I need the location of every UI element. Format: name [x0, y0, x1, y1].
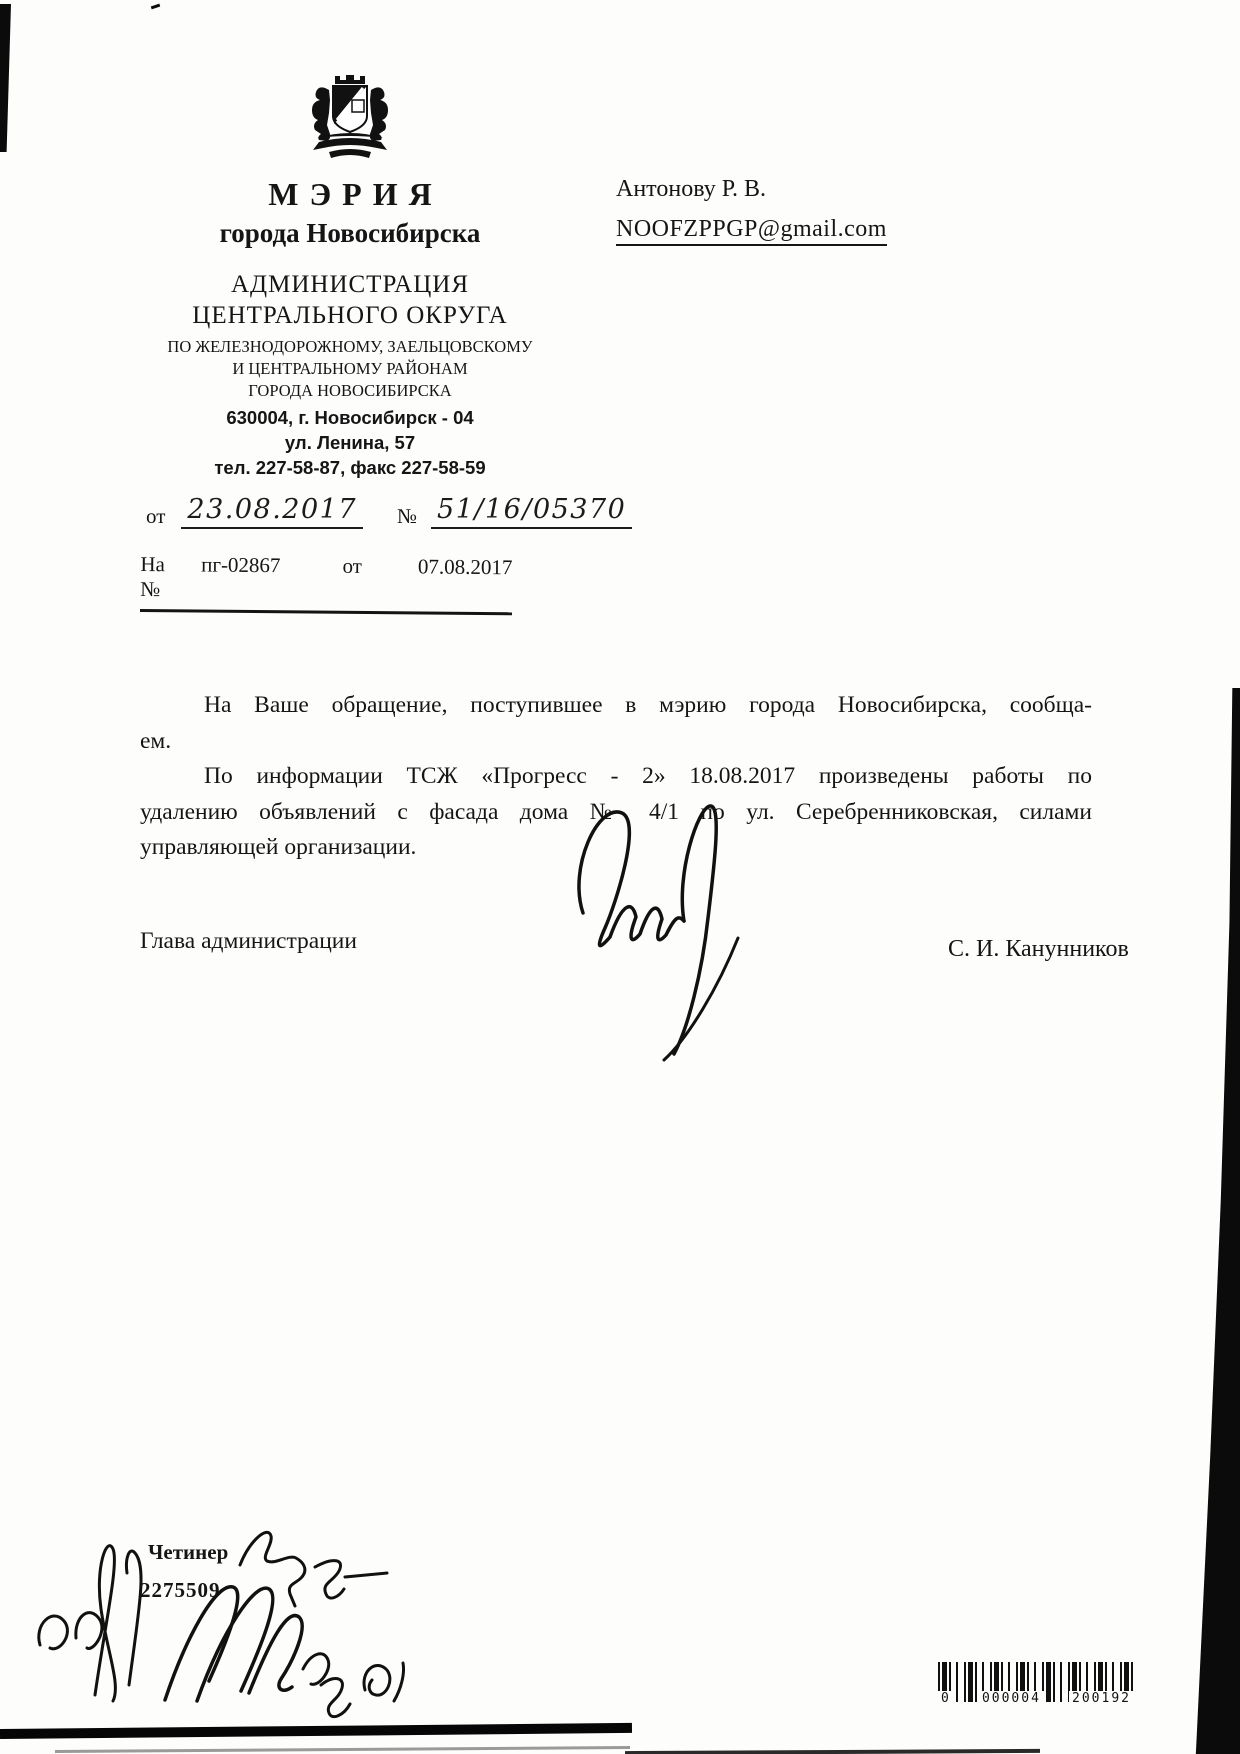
recipient-block [616, 176, 887, 246]
barcode-digits-right: 200192 [1069, 1691, 1134, 1706]
executor-signatures-icon [25, 1505, 425, 1725]
executor-name: Четинер [148, 1540, 229, 1564]
incoming-from-label: от [342, 553, 363, 578]
outgoing-number-handwritten: 51/16/05370 [437, 494, 627, 525]
org-name-city: города Новосибирска [219, 218, 481, 248]
body-paragraph1-line1: На Ваше обращение, поступившее в мэрию города Новосибирска, сообща- [204, 692, 1092, 718]
body-paragraph2-line2: удалению объявлений с фасада дома № 4/1 по ул. Серебренниковская, силами [140, 798, 1092, 825]
outgoing-number-label: № [397, 504, 418, 528]
incoming-date: 07.08.2017 [417, 554, 513, 580]
signer-name: С. И. Канунников [948, 936, 1129, 962]
body-paragraph2-line1: По информации ТСЖ «Прогресс - 2» 18.08.2017 произведены работы по [204, 763, 1092, 789]
executor-phone: 2275509 [140, 1578, 221, 1602]
dept-name-line2: ЦЕНТРАЛЬНОГО ОКРУГА [192, 302, 508, 329]
body-paragraph2-line3: управляющей организации. [140, 834, 417, 860]
incoming-reference-row [140, 552, 513, 615]
recipient-email: NOOFZPPGP@gmail.com [616, 216, 887, 246]
dept-districts-line3: ГОРОДА НОВОСИБИРСКА [248, 381, 452, 400]
barcode-digits-mid: 000004 [979, 1691, 1044, 1706]
postal-address: 630004, г. Новосибирск - 04 [226, 407, 474, 428]
scan-artifact-bottom-line [55, 1746, 630, 1753]
scan-artifact-top-speck [151, 4, 160, 10]
incoming-label: На № [140, 552, 166, 602]
dept-districts-line2: И ЦЕНТРАЛЬНОМУ РАЙОНАМ [232, 359, 468, 378]
novosibirsk-coat-of-arms-icon [299, 72, 401, 164]
dept-districts-line1: ПО ЖЕЛЕЗНОДОРОЖНОМУ, ЗАЕЛЬЦОВСКОМУ [167, 337, 533, 356]
scan-artifact-bottom-bar [0, 1723, 632, 1739]
barcode-digits [938, 1691, 1134, 1706]
signer-position-title: Глава администрации [140, 928, 357, 954]
dept-name-line1: АДМИНИСТРАЦИЯ [231, 271, 469, 298]
body-paragraph1-line2: ем. [140, 727, 172, 754]
incoming-number: пг-02867 [201, 552, 281, 578]
outgoing-reference-row [146, 494, 632, 529]
outgoing-from-label: от [146, 504, 166, 528]
street-address: ул. Ленина, 57 [284, 432, 416, 453]
scan-artifact-bottom-line2 [625, 1749, 1040, 1754]
recipient-name: Антонову Р. В. [616, 176, 767, 202]
org-name-city-hall: МЭРИЯ [268, 176, 443, 212]
phone-fax: тел. 227-58-87, факс 227-58-59 [214, 457, 486, 478]
scan-artifact-left-edge [0, 4, 11, 152]
barcode [938, 1662, 1134, 1706]
head-signature-icon [558, 788, 758, 1068]
outgoing-date-handwritten: 23.08.2017 [187, 494, 357, 525]
scan-artifact-right-edge [1192, 688, 1240, 1754]
letterhead [118, 72, 582, 479]
barcode-digit-left: 0 [938, 1691, 954, 1706]
